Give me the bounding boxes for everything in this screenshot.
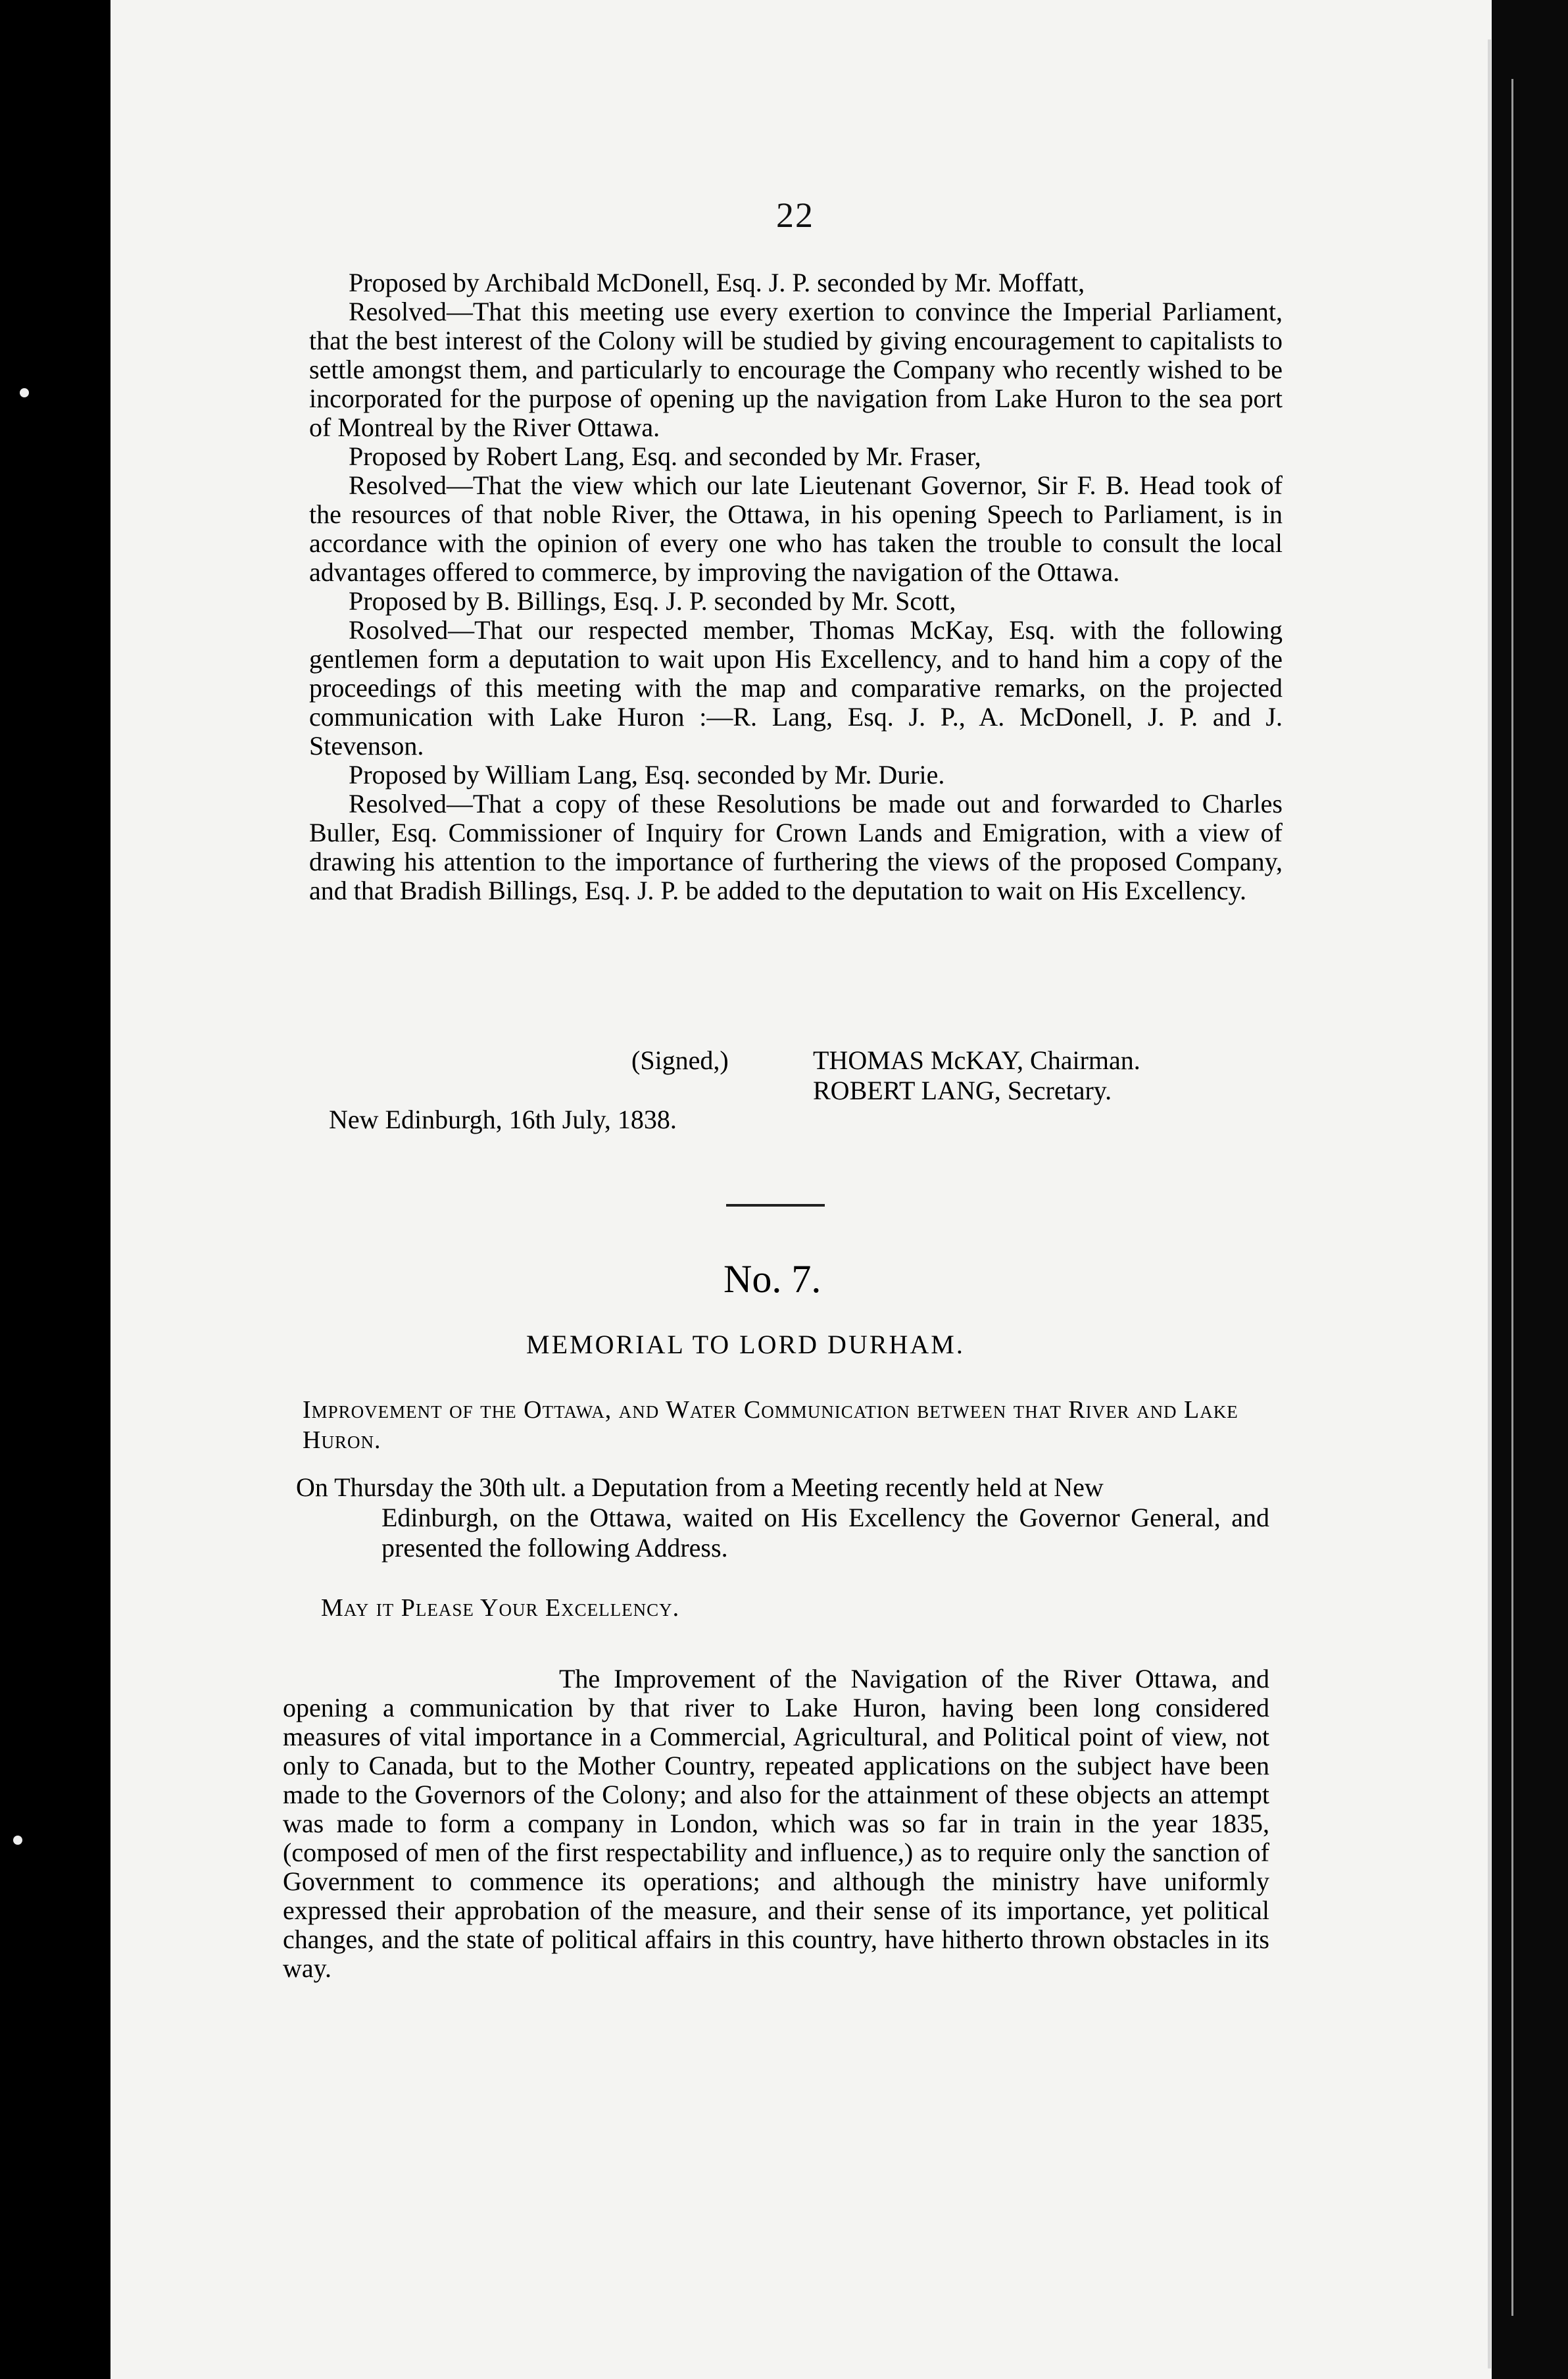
resolution-text: Resolved—That a copy of these Resolutions be made out and forwarded to Charles Buller, Esq. Commissioner of Inquiry for Crown Lands and Emigration, with a view of drawing his attention to the importance of furthering the views of the proposed Company, and that Bradish Billings, Esq. J. P. be added to the deputation to wait on His Excellency.	[309, 789, 1283, 905]
improvement-heading: Improvement of the Ottawa, and Water Communication between that River and Lake Huron.	[303, 1396, 1238, 1454]
resolution-text: Rosolved—That our respected member, Thomas McKay, Esq. with the following gentlemen form a deputation to wait upon His Excellency, and to hand him a copy of the proceedings of this meeting with the map and comparative remarks, on the projected communication with Lake Huron :—R. Lang, Esq. J. P., A. McDonell, J. P. and J. Stevenson.	[309, 615, 1283, 761]
page-number: 22	[776, 195, 814, 235]
resolutions-block	[309, 268, 1283, 905]
adjacent-page-edge	[1511, 79, 1513, 2316]
place-date: New Edinburgh, 16th July, 1838.	[329, 1105, 677, 1134]
resolution-text: Resolved—That the view which our late Lieutenant Governor, Sir F. B. Head took of the resources of that noble River, the Ottawa, in his opening Speech to Parliament, is in accordance with the opinion of every one who has taken the trouble to consult the local advantages offered to commerce, by improving the navigation of the Ottawa.	[309, 470, 1283, 587]
deputation-paragraph	[296, 1472, 1269, 1563]
deputation-first-line: On Thursday the 30th ult. a Deputation from a Meeting recently held at New	[296, 1472, 1104, 1502]
scan-border	[1492, 0, 1568, 2379]
resolution-proposer: Proposed by Archibald McDonell, Esq. J. P. seconded by Mr. Moffatt,	[349, 268, 1085, 297]
page-edge-line	[1488, 39, 1491, 2368]
signed-label: (Signed,)	[631, 1045, 729, 1075]
section-divider	[726, 1204, 825, 1207]
signature-chairman: THOMAS McKAY, Chairman.	[813, 1045, 1140, 1075]
resolution-proposer: Proposed by Robert Lang, Esq. and seconded by Mr. Fraser,	[349, 441, 981, 471]
section-number: No. 7.	[723, 1257, 821, 1301]
scan-speck	[13, 1836, 22, 1845]
memorial-paragraph: The Improvement of the Navigation of the River Ottawa, and opening a communication by that river to Lake Huron, having been long considered measures of vital importance in a Commercial, Agricultural, and Political point of view, not only to Canada, but to the Mother Country, repeated applications on the subject have been made to the Governors of the Colony; and also for the attainment of these objects an attempt was made to form a company in London, which was so far in train in the year 1835, (composed of men of the first respectability and influence,) as to require only the sanction of Government to commence its operations; and although the ministry have uniformly expressed their approbation of the measure, and their sense of its importance, yet political changes, and the state of political affairs in this country, have hitherto thrown obstacles in its way.	[283, 1664, 1269, 1983]
resolution-text: Resolved—That this meeting use every exertion to convince the Imperial Parliament, that the best interest of the Colony will be studied by giving encouragement to capitalists to settle amongst them, and particularly to encourage the Company who recently wished to be incorporated for the purpose of opening up the navigation from Lake Huron to the sea port of Montreal by the River Ottawa.	[309, 297, 1283, 442]
signature-secretary: ROBERT LANG, Secretary.	[813, 1076, 1112, 1105]
resolution-proposer: Proposed by B. Billings, Esq. J. P. seconded by Mr. Scott,	[349, 586, 956, 616]
salutation: May it Please Your Excellency.	[321, 1594, 680, 1622]
memorial-body	[283, 1665, 1269, 1983]
memorial-title: MEMORIAL TO LORD DURHAM.	[526, 1330, 965, 1359]
deputation-rest: Edinburgh, on the Ottawa, waited on His Excellency the Governor General, and presented the following Address.	[381, 1503, 1269, 1563]
scan-speck	[20, 388, 29, 397]
resolution-proposer: Proposed by William Lang, Esq. seconded by Mr. Durie.	[349, 760, 945, 789]
